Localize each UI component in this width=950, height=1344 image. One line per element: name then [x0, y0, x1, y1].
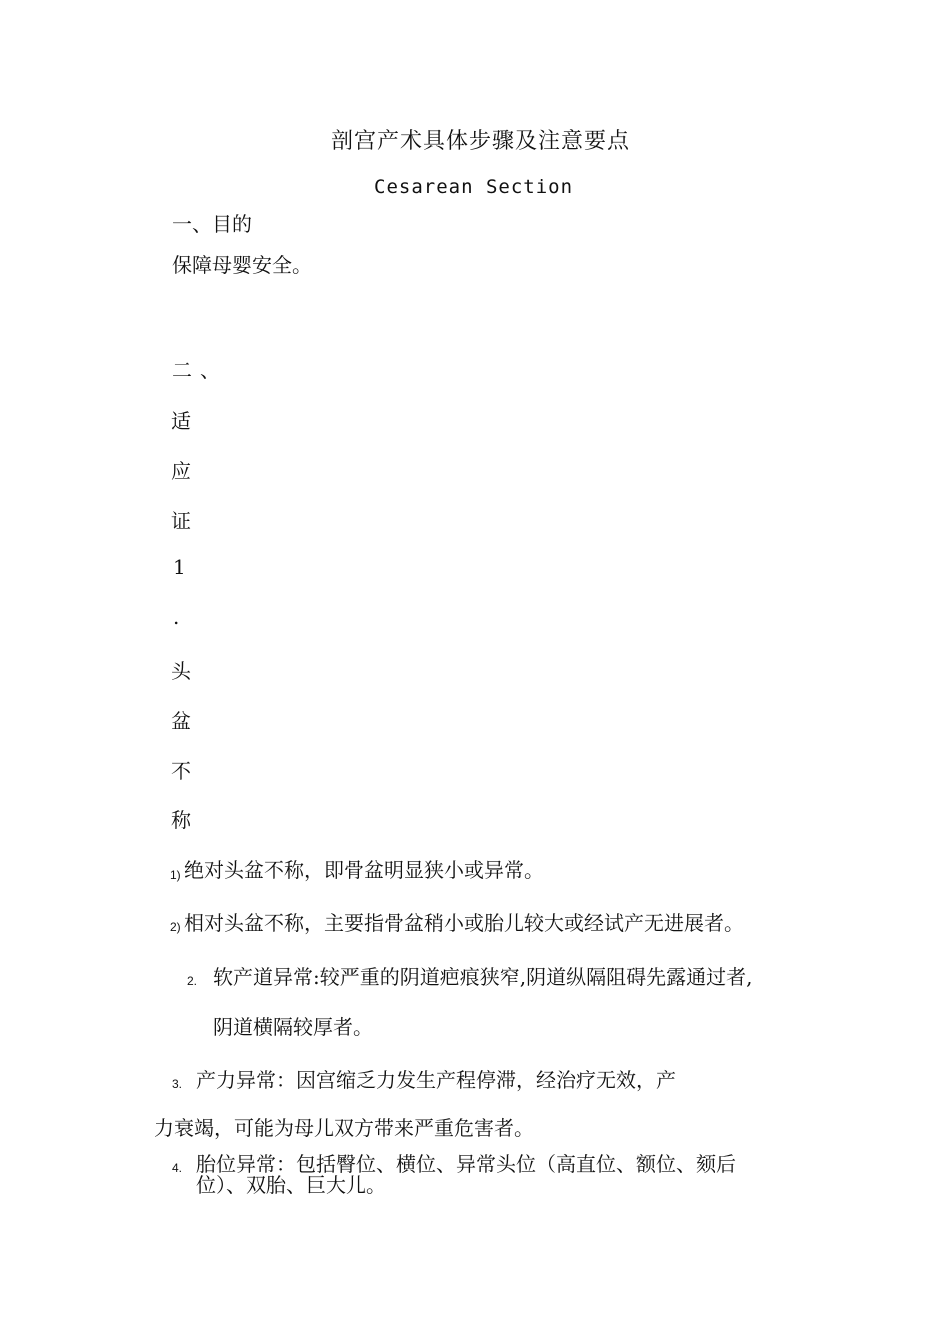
section-body-purpose: 保障母婴安全。	[172, 253, 312, 277]
vertical-char: 称	[171, 808, 191, 832]
list-item-text: 相对头盆不称，主要指骨盆稍小或胎儿较大或经试产无进展者。	[184, 911, 744, 935]
list-item-text: 产力异常：因宫缩乏力发生产程停滞，经治疗无效，产	[196, 1068, 676, 1092]
list-item-text: 胎位异常：包括臀位、横位、异常头位（高直位、额位、颏后	[196, 1152, 736, 1176]
document-subtitle: Cesarean Section	[374, 176, 574, 198]
section-heading-indications: 二、	[172, 358, 228, 382]
vertical-char: 不	[171, 759, 191, 783]
list-item-marker: 4.	[172, 1161, 183, 1175]
section-heading-purpose: 一、目的	[172, 212, 252, 236]
vertical-char: 盆	[171, 709, 191, 733]
vertical-char: 头	[171, 659, 191, 683]
list-item-text-continued: 位）、双胎、巨大儿。	[196, 1173, 386, 1197]
list-item-marker: 1)	[170, 868, 181, 882]
list-item-marker: 2.	[187, 974, 198, 988]
vertical-char: 应	[171, 459, 191, 483]
vertical-char: 1	[173, 555, 186, 579]
document-title: 剖宫产术具体步骤及注意要点	[331, 129, 631, 154]
list-item-text-continued: 阴道横隔较厚者。	[213, 1015, 373, 1039]
vertical-char: .	[173, 605, 180, 629]
vertical-char: 证	[171, 509, 191, 533]
vertical-char: 适	[171, 409, 191, 433]
list-item-marker: 2)	[170, 920, 181, 934]
list-item-text: 软产道异常:较严重的阴道疤痕狭窄,阴道纵隔阻碍先露通过者,	[213, 965, 753, 989]
list-item-marker: 3.	[172, 1077, 183, 1091]
list-item-text-continued: 力衰竭，可能为母儿双方带来严重危害者。	[154, 1116, 534, 1140]
list-item-text: 绝对头盆不称，即骨盆明显狭小或异常。	[184, 858, 544, 882]
